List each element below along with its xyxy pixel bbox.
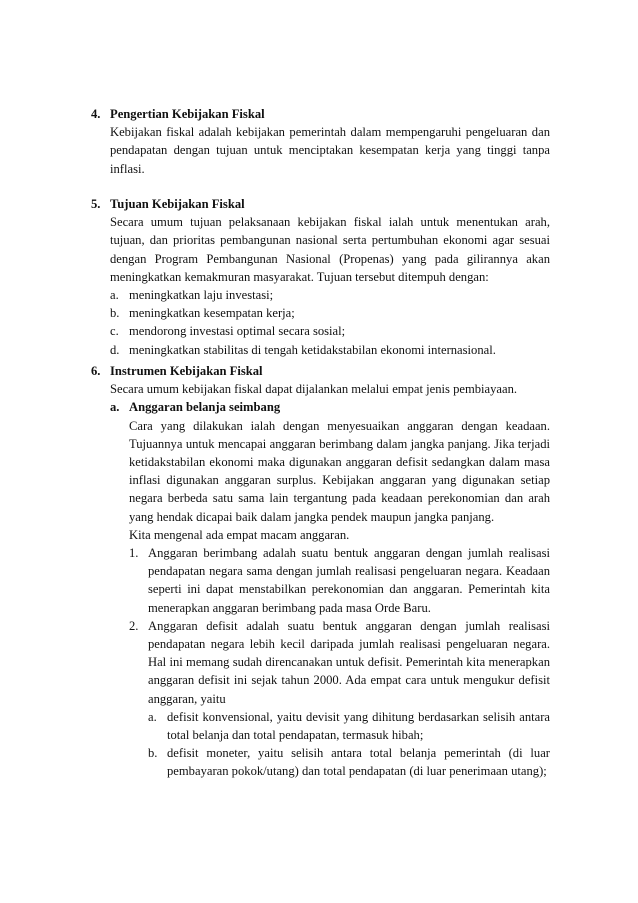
- list-marker: a.: [110, 288, 119, 303]
- list-marker: b.: [110, 306, 120, 321]
- numbered-marker: 2.: [129, 618, 139, 633]
- subsection-heading: Anggaran belanja seimbang: [129, 400, 281, 415]
- section-number: 4.: [91, 107, 101, 121]
- section-heading: Tujuan Kebijakan Fiskal: [110, 197, 245, 211]
- subsection-a: [110, 398, 550, 780]
- nested-marker: b.: [148, 746, 158, 761]
- subsection-intro: Kita mengenal ada empat macam anggaran.: [129, 527, 350, 542]
- list-marker: c.: [110, 324, 119, 339]
- section-4: [91, 105, 550, 178]
- numbered-text: Anggaran defisit adalah suatu bentuk anggaran dengan jumlah realisasi pendapatan negara lebih kecil daripada jumlah realisasi pengeluaran negara. Hal ini memang sudah direncanakan untuk defisit. Pemerintah kita menerapkan anggaran defisit ini sejak tahun 2000. Ada empat cara untuk mengukur defisit anggaran, yaitu: [148, 618, 550, 706]
- section-5: [91, 195, 550, 359]
- section-paragraph: Secara umum kebijakan fiskal dapat dijalankan melalui empat jenis pembiayaan.: [110, 382, 518, 397]
- section-paragraph: Secara umum tujuan pelaksanaan kebijakan fiskal ialah untuk menentukan arah, tujuan, dan prioritas pembangunan nasional serta pertumbuhan ekonomi agar sesuai dengan Program Pembangunan Nasional (Propenas) yang pada gilirannya akan meningkatkan kemakmuran masyarakat. Tujuan tersebut ditempuh dengan:: [110, 215, 550, 284]
- numbered-item: [129, 617, 550, 781]
- nested-list-item: [148, 744, 550, 780]
- section-number: 6.: [91, 364, 101, 378]
- list-item: [110, 322, 550, 340]
- list-item: [110, 341, 550, 359]
- nested-text: defisit konvensional, yaitu devisit yang dihitung berdasarkan selisih antara total belanja dan total pendapatan, termasuk hibah;: [167, 709, 550, 743]
- numbered-text: Anggaran berimbang adalah suatu bentuk anggaran dengan jumlah realisasi pendapatan negara sama dengan jumlah realisasi pengeluaran negara. Keadaan seperti ini dapat menstabilkan perekonomian dan anggaran. Pemerintah kita menerapkan anggaran berimbang pada masa Orde Baru.: [148, 546, 550, 615]
- list-item: [110, 304, 550, 322]
- list-text: mendorong investasi optimal secara sosial;: [129, 324, 346, 339]
- list-marker: d.: [110, 342, 120, 357]
- nested-list-item: [148, 708, 550, 744]
- section-number: 5.: [91, 197, 101, 211]
- list-text: meningkatkan kesempatan kerja;: [129, 306, 295, 321]
- nested-text: defisit moneter, yaitu selisih antara total belanja pemerintah (di luar pembayaran pokok/utang) dan total pendapatan (di luar penerimaan utang);: [167, 746, 550, 779]
- list-item: [110, 286, 550, 304]
- numbered-item: [129, 544, 550, 617]
- numbered-marker: 1.: [129, 546, 139, 561]
- section-paragraph: Kebijakan fiskal adalah kebijakan pemerintah dalam mempengaruhi pengeluaran dan pendapatan dengan tujuan untuk menciptakan kesempatan kerja yang tinggi tanpa inflasi.: [110, 125, 550, 176]
- subsection-marker: a.: [110, 400, 120, 415]
- nested-marker: a.: [148, 709, 157, 724]
- subsection-paragraph: Cara yang dilakukan ialah dengan menyesuaikan anggaran dengan keadaan. Tujuannya untuk mencapai anggaran berimbang dalam jangka panjang. Jika terjadi ketidakstabilan ekonomi maka digunakan anggaran defisit sedangkan dalam masa inflasi digunakan anggaran surplus. Kebijakan anggaran yang digunakan setiap negara berbeda satu sama lain tergantung pada keadaan perekonomian dan arah yang hendak dicapai baik dalam jangka pendek maupun jangka panjang.: [129, 418, 550, 524]
- section-6: [91, 362, 550, 781]
- section-heading: Pengertian Kebijakan Fiskal: [110, 107, 265, 121]
- section-heading: Instrumen Kebijakan Fiskal: [110, 364, 263, 378]
- list-text: meningkatkan stabilitas di tengah ketidakstabilan ekonomi internasional.: [129, 342, 496, 357]
- list-text: meningkatkan laju investasi;: [129, 288, 274, 303]
